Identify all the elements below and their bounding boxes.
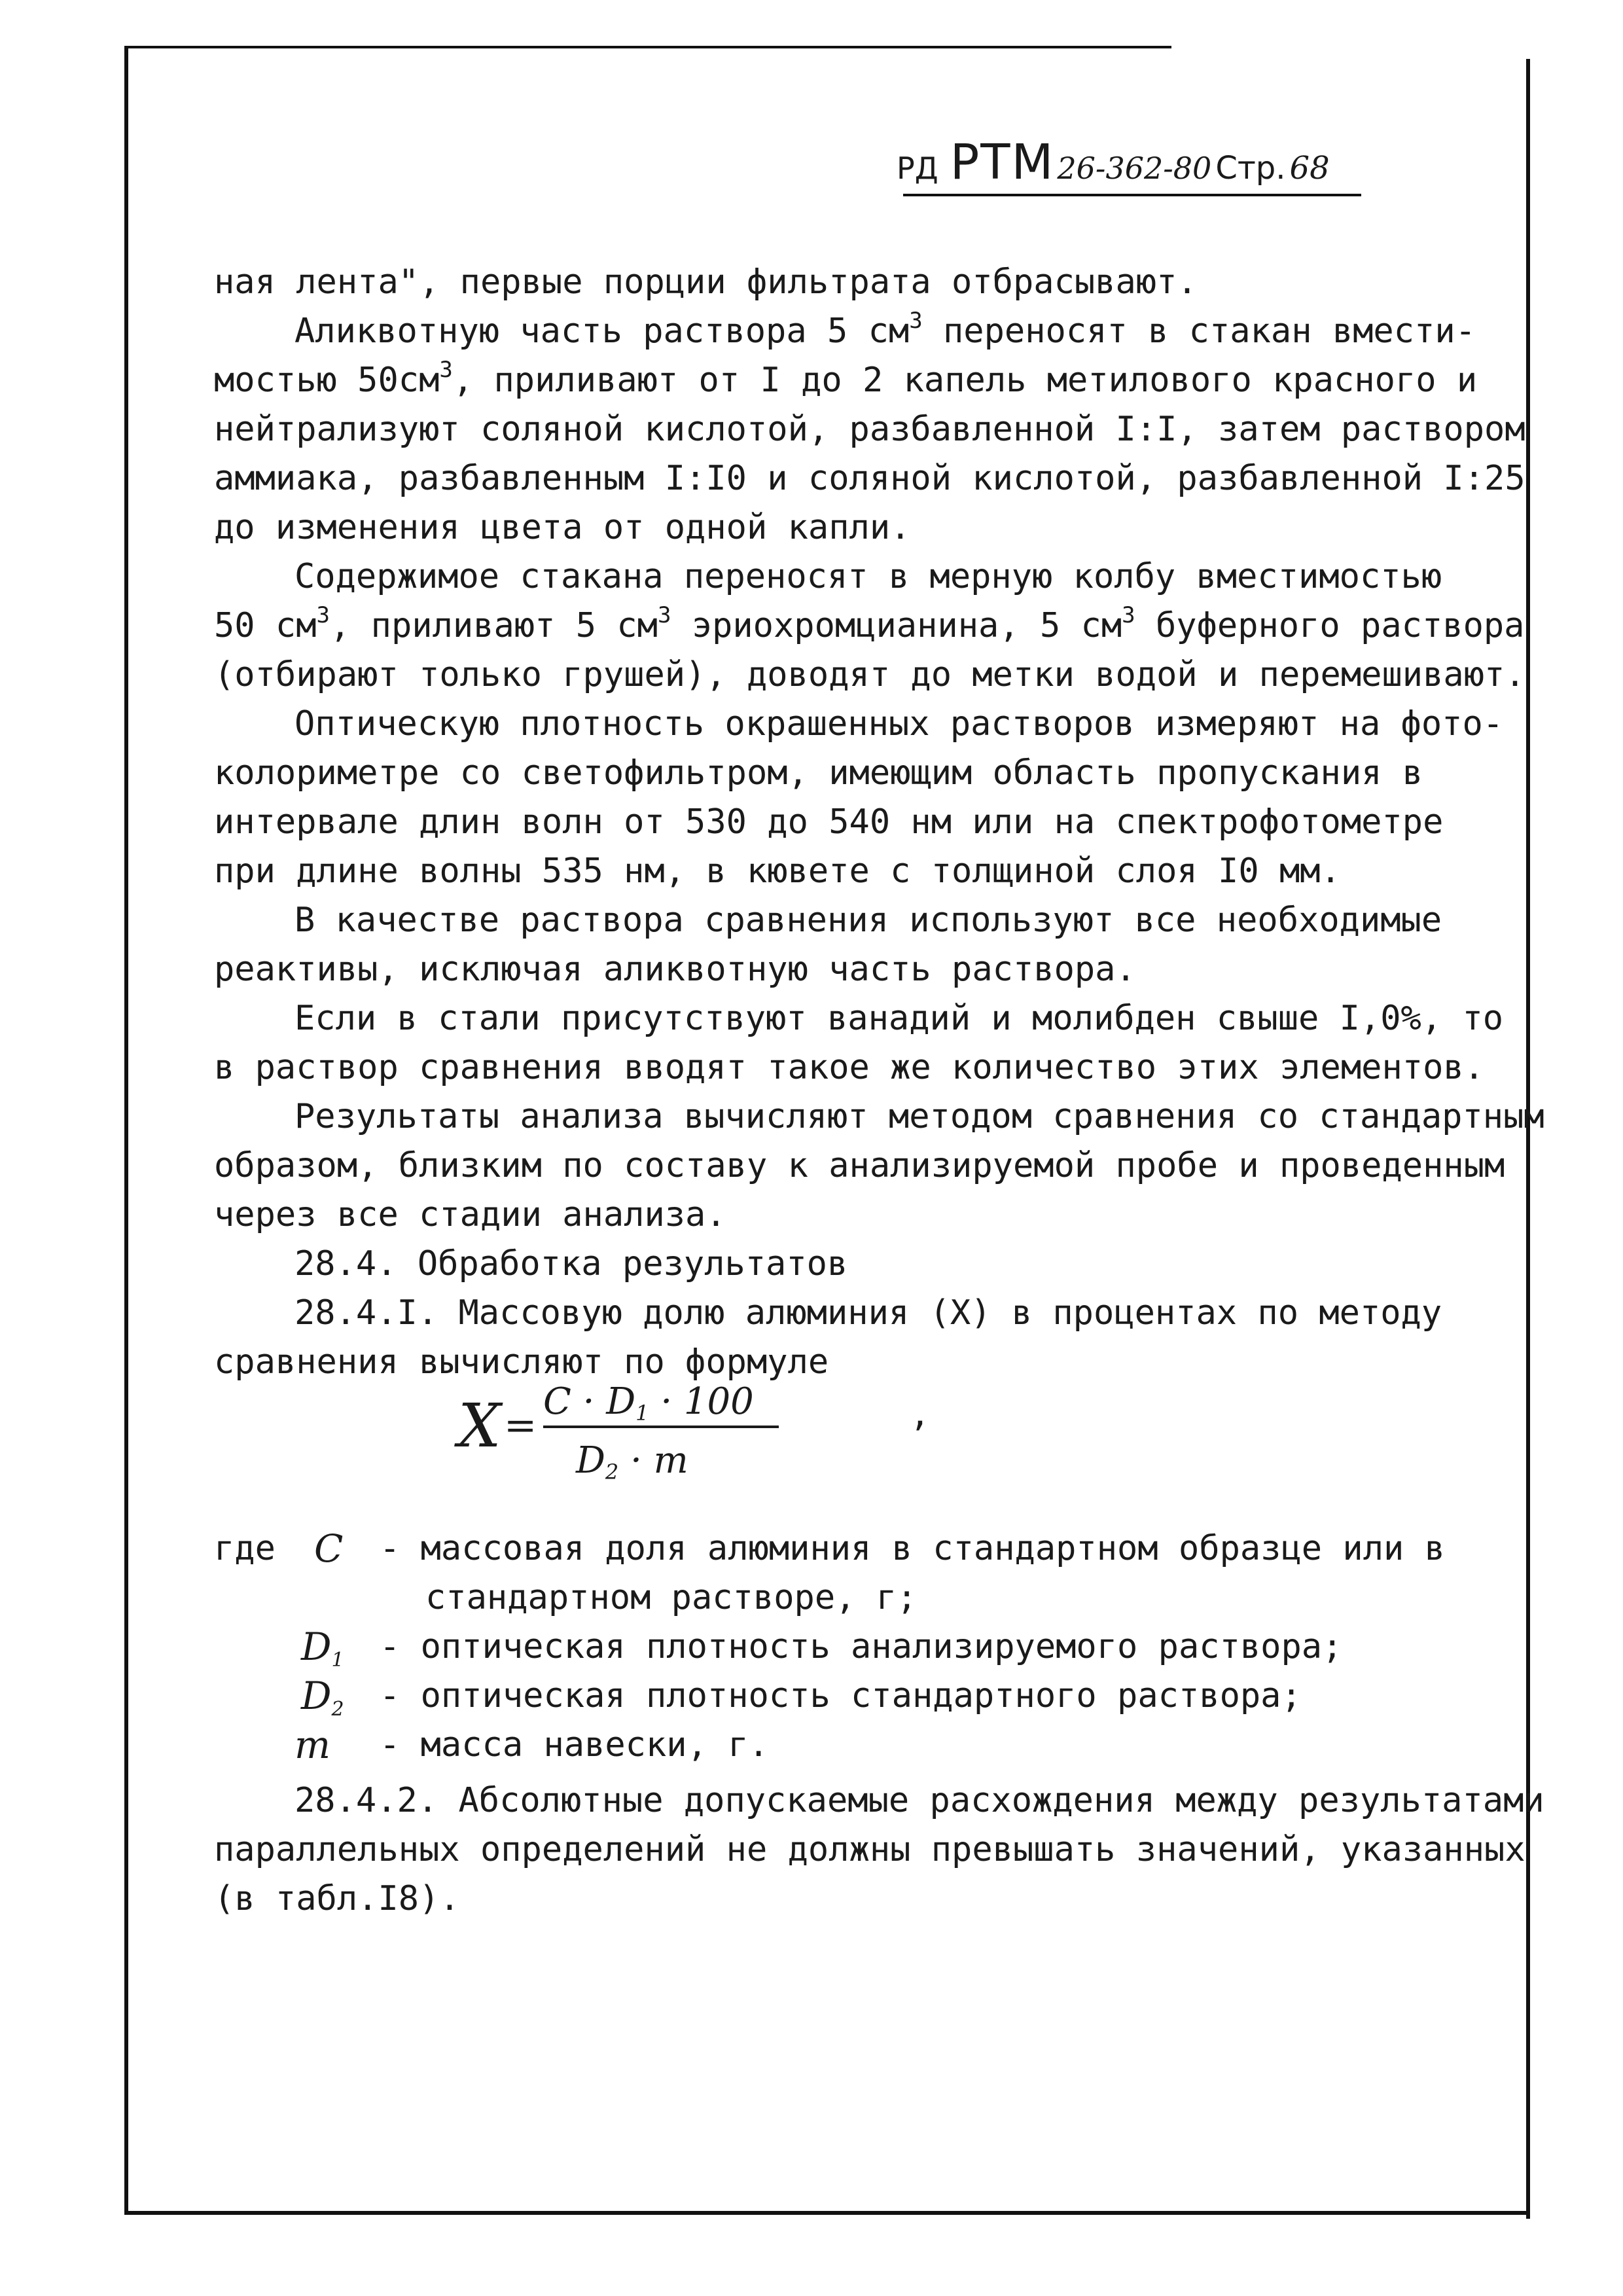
body-line: Содержимое стакана переносят в мерную колбу вместимостью (294, 557, 1442, 596)
body-line: колориметре со светофильтром, имеющим область пропускания в (214, 753, 1423, 793)
formula-equals: = (504, 1403, 537, 1448)
body-line: В качестве раствора сравнения используют все необходимые (294, 901, 1442, 940)
body-line: в раствор сравнения вводят такое же количество этих элементов. (214, 1048, 1485, 1087)
body-line: мостью $50см^3$, приливают от I до 2 капель метилового красного и (214, 357, 1478, 400)
body-line: ная лента", первые порции фильтрата отбрасывают. (214, 262, 1198, 302)
definition-text: стандартном растворе, г; (425, 1578, 918, 1617)
header-rd: РД (897, 151, 938, 186)
page-header (897, 134, 1330, 193)
body-line: интервале длин волн от 530 до 540 нм или на спектрофотометре (214, 802, 1444, 842)
symbol-d1: $D_1$ (301, 1624, 344, 1672)
page-frame-bottom (124, 2211, 1530, 2215)
definition-text: - оптическая плотность анализируемого раствора; (380, 1627, 1343, 1666)
body-line: параллельных определений не должны превышать значений, указанных (214, 1830, 1525, 1869)
body-line: Если в стали присутствуют ванадий и молибден свыше I,0%, то (294, 999, 1504, 1038)
formula-lhs: X (458, 1391, 501, 1461)
definition-text: - масса навески, г. (380, 1725, 769, 1765)
formula (452, 1361, 818, 1492)
formula-numerator: C · D1 · 100 (543, 1380, 754, 1426)
definition-text: - массовая доля алюминия в стандартном образце или в (380, 1529, 1445, 1568)
body-line: (в табл.I8). (214, 1879, 460, 1918)
formula-denominator: D2 · m (576, 1439, 688, 1484)
body-line: образом, близким по составу к анализируемой пробе и проведенным (214, 1146, 1505, 1185)
header-doc-number: 26-362-80 (1057, 151, 1212, 186)
body-line: аммиака, разбавленным I:I0 и соляной кислотой, разбавленной I:25 (214, 459, 1525, 498)
header-page-number: 68 (1289, 150, 1330, 187)
body-line: реактивы, исключая аликвотную часть раствора. (214, 950, 1136, 989)
formula-comma: , (910, 1395, 931, 1434)
body-line: 50 $см^3$, приливают 5 $см^3$ эриохромцианина, 5 $см^3$ буферного раствора (214, 602, 1525, 645)
header-underline (903, 194, 1361, 196)
body-line: Результаты анализа вычисляют методом сравнения со стандартным (294, 1097, 1544, 1136)
where-label: где (214, 1529, 276, 1568)
body-line: (отбирают только грушей), доводят до метки водой и перемешивают. (214, 655, 1525, 694)
formula-drawing (452, 1361, 818, 1492)
body-line: при длине волны 535 нм, в кювете с толщиной слоя I0 мм. (214, 852, 1341, 891)
superscript: 3 (439, 357, 453, 383)
symbol-c: C (314, 1526, 344, 1571)
body-line: нейтрализуют соляной кислотой, разбавленной I:I, затем раствором (214, 410, 1525, 449)
body-line: до изменения цвета от одной капли. (214, 508, 911, 547)
header-rtm: РТМ (950, 134, 1055, 190)
page-frame-left (124, 46, 128, 2212)
symbol-d2: $D_2$ (301, 1674, 344, 1721)
body-line: 28.4.2. Абсолютные допускаемые расхождения между результатами (294, 1781, 1544, 1820)
superscript: 3 (909, 308, 923, 334)
header-page-label: Стр. (1215, 150, 1286, 187)
page-frame-top (124, 46, 1171, 48)
section-heading: 28.4. Обработка результатов (294, 1244, 848, 1283)
body-line: сравнения вычисляют по формуле (214, 1342, 829, 1382)
body-line: Оптическую плотность окрашенных растворов измеряют на фото- (294, 704, 1504, 744)
symbol-m: m (294, 1723, 330, 1767)
body-line: Аликвотную часть раствора 5 $см^3$ переносят в стакан вмести- (294, 308, 1476, 351)
body-line: 28.4.I. Массовую долю алюминия (X) в процентах по методу (294, 1293, 1442, 1333)
definition-text: - оптическая плотность стандартного раствора; (380, 1676, 1302, 1715)
body-line: через все стадии анализа. (214, 1195, 726, 1234)
